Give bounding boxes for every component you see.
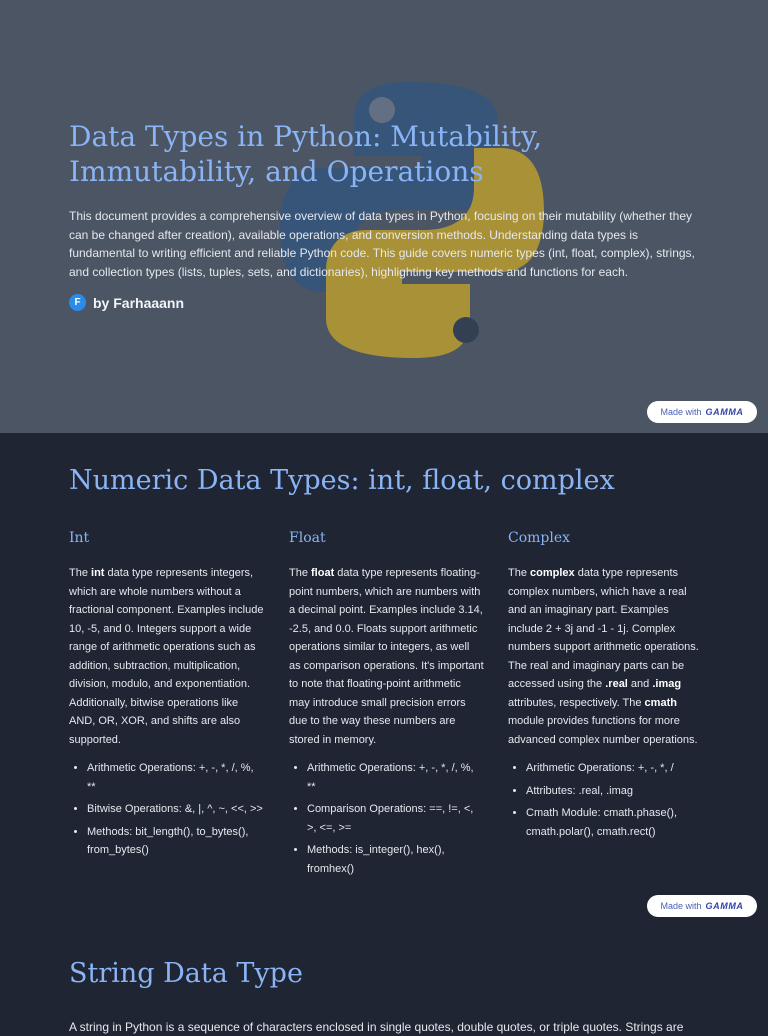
page-title: Data Types in Python: Mutability, Immutability, and Operations bbox=[69, 120, 542, 188]
float-description: The float data type represents floating-point numbers, which are numbers with a decimal point. Examples include 3.14, -2.5, and 0.0. Floats support arithmetic operations similar to integers, as well as comparison operations. It's important to note that floating-point arithmetic may introduce small precision errors due to the way these numbers are stored in memory. bbox=[289, 567, 484, 746]
list-item: • Cmath Module: cmath.phase(), cmath.polar(), cmath.rect() bbox=[526, 804, 703, 841]
list-item: • Methods: bit_length(), to_bytes(), from_bytes() bbox=[87, 823, 264, 860]
badge-prefix: Made with bbox=[660, 407, 702, 417]
complex-description: The complex data type represents complex numbers, which have a real and an imaginary part. Examples include 2 + 3j and -1 - 1j. Complex numbers support arithmetic operations. The real and imaginary parts can be accessed using the .real and .imag attributes, respectively. The cmath module provides functions for more advanced complex number operations. bbox=[508, 567, 699, 746]
numeric-section-title: Numeric Data Types: int, float, complex bbox=[69, 465, 615, 496]
complex-heading: Complex bbox=[508, 530, 571, 546]
complex-column bbox=[508, 530, 703, 845]
made-with-gamma-badge[interactable] bbox=[647, 895, 757, 917]
list-item: • Arithmetic Operations: +, -, *, /, %, ** bbox=[307, 759, 484, 796]
intro-paragraph: This document provides a comprehensive overview of data types in Python, focusing on their mutability (whether they can be changed after creation), available operations, and conversion methods. Understanding data types is fundamental to writing efficient and reliable Python code. This guide covers numeric types (int, float, complex), strings, and collection types (lists, tuples, sets, and dictionaries), highlighting key methods and functions for each. bbox=[69, 209, 695, 279]
badge-prefix: Made with bbox=[660, 901, 702, 911]
int-bullet-list bbox=[69, 759, 264, 860]
list-item: • Attributes: .real, .imag bbox=[526, 782, 703, 801]
int-description: The int data type represents integers, which are whole numbers without a fractional component. Examples include 10, -5, and 0. Integers support a wide range of arithmetic operations such as addition, subtraction, multiplication, division, modulo, and exponentiation. Additionally, bitwise operations like AND, OR, XOR, and shifts are also supported. bbox=[69, 567, 264, 746]
float-bullet-list bbox=[289, 759, 484, 878]
list-item: • Arithmetic Operations: +, -, *, /, %, ** bbox=[87, 759, 264, 796]
avatar: F bbox=[69, 294, 86, 311]
title-card bbox=[0, 0, 768, 433]
list-item: • Bitwise Operations: &, |, ^, ~, <<, >> bbox=[87, 800, 264, 819]
author-line bbox=[69, 294, 184, 311]
list-item: • Comparison Operations: ==, !=, <, >, <=, >= bbox=[307, 800, 484, 837]
float-heading: Float bbox=[289, 530, 326, 546]
complex-bullet-list bbox=[508, 759, 703, 841]
made-with-gamma-badge[interactable] bbox=[647, 401, 757, 423]
list-item: • Arithmetic Operations: +, -, *, / bbox=[526, 759, 703, 778]
list-item: • Methods: is_integer(), hex(), fromhex() bbox=[307, 841, 484, 878]
string-description: A string in Python is a sequence of characters enclosed in single quotes, double quotes, or triple quotes. Strings are bbox=[69, 1020, 684, 1034]
int-heading: Int bbox=[69, 530, 90, 546]
gamma-logo: GAMMA bbox=[705, 407, 744, 417]
int-column bbox=[69, 530, 264, 864]
string-section-title: String Data Type bbox=[69, 958, 303, 989]
author-name: by Farhaaann bbox=[93, 294, 185, 311]
float-column bbox=[289, 530, 484, 882]
gamma-logo: GAMMA bbox=[705, 901, 744, 911]
